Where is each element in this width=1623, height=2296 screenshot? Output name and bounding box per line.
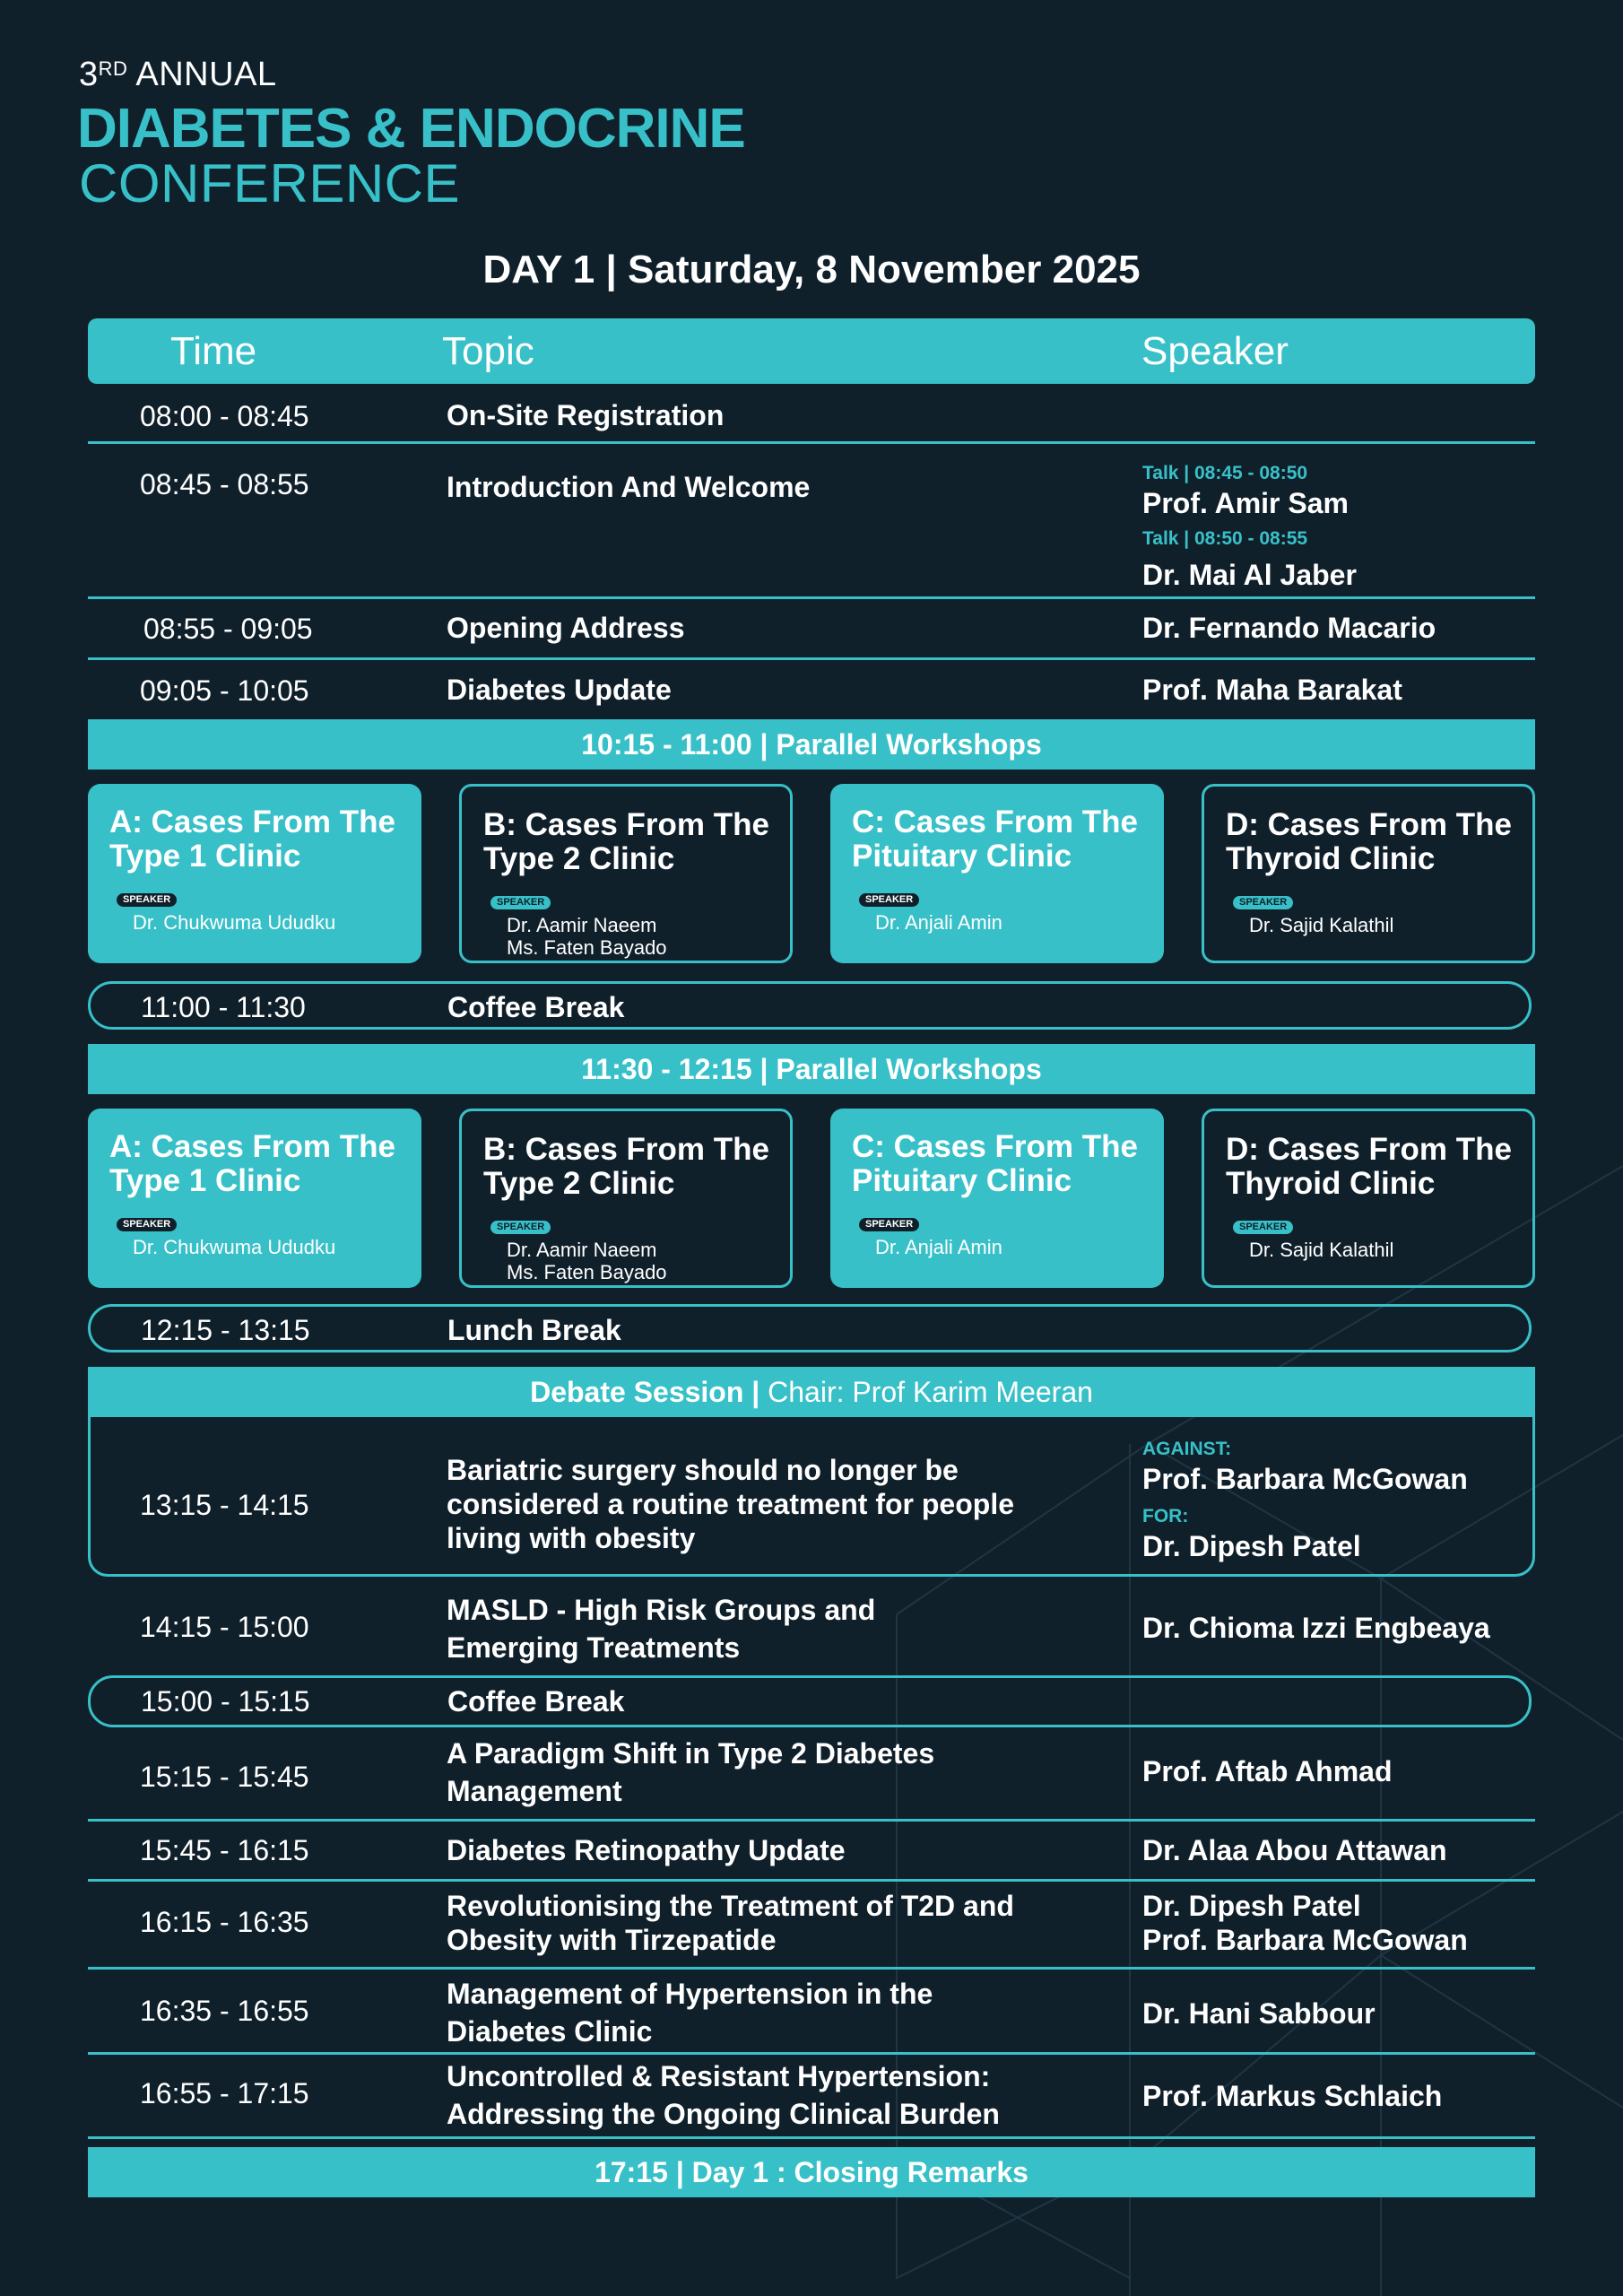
speaker-badge: SPEAKER <box>490 896 551 909</box>
row-speaker: Prof. Maha Barakat <box>1142 674 1402 706</box>
workshops-band: 11:30 - 12:15 | Parallel Workshops <box>88 1044 1535 1094</box>
row-time: 14:15 - 15:00 <box>140 1611 309 1643</box>
workshop-title: A: Cases From The Type 1 Clinic <box>109 1129 395 1198</box>
row-time: 08:45 - 08:55 <box>140 468 309 500</box>
workshop-speakers: Dr. Chukwuma Ududku <box>133 1236 336 1258</box>
workshop-card <box>88 1109 421 1288</box>
day-title: DAY 1 | Saturday, 8 November 2025 <box>482 248 1141 291</box>
row-time: 16:55 - 17:15 <box>140 2077 309 2109</box>
row-time: 12:15 - 13:15 <box>141 1314 310 1346</box>
row-time: 13:15 - 14:15 <box>140 1489 309 1521</box>
workshop-title: B: Cases From The Type 2 Clinic <box>483 807 769 876</box>
row-speaker: Prof. Markus Schlaich <box>1142 2080 1443 2112</box>
workshop-card <box>459 1109 793 1288</box>
workshop-title: B: Cases From The Type 2 Clinic <box>483 1132 769 1201</box>
conference-title-line1: DIABETES & ENDOCRINE <box>77 98 745 160</box>
workshop-card <box>830 1109 1164 1288</box>
speaker-badge: SPEAKER <box>117 893 177 907</box>
row-time: 08:00 - 08:45 <box>140 400 309 432</box>
workshop-title: C: Cases From The Pituitary Clinic <box>852 804 1138 874</box>
workshops-band: 10:15 - 11:00 | Parallel Workshops <box>88 719 1535 770</box>
row-topic: Lunch Break <box>447 1314 621 1346</box>
speaker-badge: SPEAKER <box>490 1221 551 1234</box>
for-speaker: Dr. Dipesh Patel <box>1142 1530 1361 1562</box>
row-topic: Bariatric surgery should no longer be considered a routine treatment for people living with obesity <box>447 1454 1014 1554</box>
coffee-break-row <box>88 1675 1532 1727</box>
row-topic: Introduction And Welcome <box>447 471 811 503</box>
debate-label: Debate Session | <box>530 1376 760 1408</box>
row-time: 15:45 - 16:15 <box>140 1834 309 1866</box>
speaker-badge: SPEAKER <box>1233 896 1293 909</box>
row-topic: Coffee Break <box>447 991 625 1023</box>
closing-band: 17:15 | Day 1 : Closing Remarks <box>88 2147 1535 2197</box>
row-speaker: Dr. Hani Sabbour <box>1142 1997 1376 2030</box>
workshop-speakers: Dr. Sajid Kalathil <box>1249 914 1394 936</box>
row-time: 09:05 - 10:05 <box>140 674 309 707</box>
talk-time-tag: Talk | 08:50 - 08:55 <box>1142 528 1308 549</box>
row-divider <box>88 1967 1535 1970</box>
workshop-card <box>88 784 421 963</box>
column-time: Time <box>170 329 257 373</box>
row-speaker: Dr. Mai Al Jaber <box>1142 559 1357 591</box>
row-speaker: Dr. Alaa Abou Attawan <box>1142 1834 1447 1866</box>
table-header <box>88 318 1535 384</box>
row-topic: On-Site Registration <box>447 399 725 431</box>
row-divider <box>88 1819 1535 1822</box>
row-topic: A Paradigm Shift in Type 2 Diabetes Management <box>447 1737 935 1807</box>
row-divider <box>88 657 1535 660</box>
against-label: AGAINST: <box>1142 1439 1232 1459</box>
talk-time-tag: Talk | 08:45 - 08:50 <box>1142 463 1308 483</box>
row-time: 08:55 - 09:05 <box>143 613 313 645</box>
row-speaker: Dr. Dipesh Patel Prof. Barbara McGowan <box>1142 1890 1468 1956</box>
workshop-speakers: Dr. Anjali Amin <box>875 1236 1002 1258</box>
debate-chair: Chair: Prof Karim Meeran <box>759 1376 1093 1408</box>
workshop-title: D: Cases From The Thyroid Clinic <box>1226 1132 1512 1201</box>
row-topic: MASLD - High Risk Groups and Emerging Treatments <box>447 1594 876 1664</box>
workshop-speakers: Dr. Anjali Amin <box>875 911 1002 934</box>
speaker-badge: SPEAKER <box>859 1218 919 1231</box>
against-speaker: Prof. Barbara McGowan <box>1142 1463 1468 1495</box>
row-speaker: Prof. Aftab Ahmad <box>1142 1755 1393 1787</box>
for-label: FOR: <box>1142 1506 1189 1526</box>
row-speaker: Prof. Amir Sam <box>1142 487 1349 519</box>
row-time: 16:15 - 16:35 <box>140 1906 309 1938</box>
debate-band <box>88 1367 1535 1417</box>
row-topic: Uncontrolled & Resistant Hypertension: Addressing the Ongoing Clinical Burden <box>447 2060 1000 2130</box>
workshop-speakers: Dr. Aamir Naeem Ms. Faten Bayado <box>507 1239 667 1283</box>
row-time: 16:35 - 16:55 <box>140 1995 309 2027</box>
workshop-speakers: Dr. Aamir Naeem Ms. Faten Bayado <box>507 914 667 959</box>
row-divider <box>88 1879 1535 1882</box>
row-time: 11:00 - 11:30 <box>141 991 306 1023</box>
workshop-card <box>830 784 1164 963</box>
row-speaker: Dr. Chioma Izzi Engbeaya <box>1142 1612 1490 1644</box>
row-topic: Management of Hypertension in the Diabetes Clinic <box>447 1978 933 2048</box>
row-topic: Diabetes Update <box>447 674 672 706</box>
workshop-card <box>459 784 793 963</box>
speaker-badge: SPEAKER <box>859 893 919 907</box>
conference-title-line2: CONFERENCE <box>79 153 461 213</box>
row-topic: Diabetes Retinopathy Update <box>447 1834 846 1866</box>
column-topic: Topic <box>442 329 534 373</box>
row-speaker: Dr. Fernando Macario <box>1142 612 1436 644</box>
row-time: 15:00 - 15:15 <box>141 1685 310 1718</box>
row-topic: Coffee Break <box>447 1685 625 1718</box>
workshop-title: A: Cases From The Type 1 Clinic <box>109 804 395 874</box>
coffee-break-row <box>88 981 1532 1030</box>
row-topic: Opening Address <box>447 612 685 644</box>
workshop-card <box>1202 1109 1535 1288</box>
row-divider <box>88 2052 1535 2055</box>
row-time: 15:15 - 15:45 <box>140 1761 309 1793</box>
workshop-speakers: Dr. Chukwuma Ududku <box>133 911 336 934</box>
edition-label: 3RD ANNUAL <box>79 56 277 93</box>
speaker-badge: SPEAKER <box>117 1218 177 1231</box>
workshop-card <box>1202 784 1535 963</box>
workshop-title: C: Cases From The Pituitary Clinic <box>852 1129 1138 1198</box>
speaker-badge: SPEAKER <box>1233 1221 1293 1234</box>
row-topic: Revolutionising the Treatment of T2D and Obesity with Tirzepatide <box>447 1890 1014 1956</box>
row-divider <box>88 2136 1535 2139</box>
row-divider <box>88 596 1535 599</box>
workshop-title: D: Cases From The Thyroid Clinic <box>1226 807 1512 876</box>
lunch-break-row <box>88 1304 1532 1352</box>
workshop-speakers: Dr. Sajid Kalathil <box>1249 1239 1394 1261</box>
column-speaker: Speaker <box>1141 329 1289 373</box>
row-divider <box>88 441 1535 444</box>
